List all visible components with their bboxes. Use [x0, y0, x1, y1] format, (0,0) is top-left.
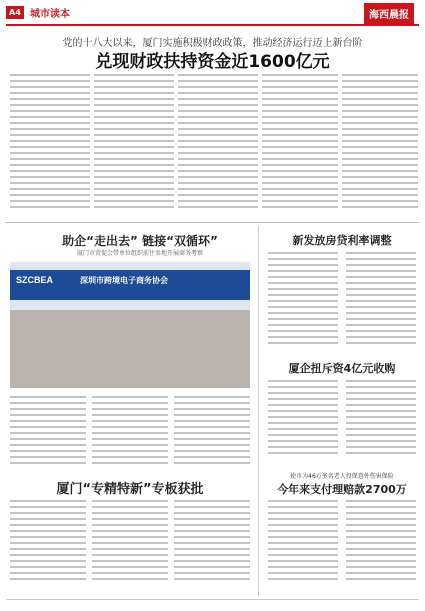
- story3-headline: 新发放房贷利率调整: [292, 234, 392, 247]
- article-column: [342, 74, 418, 216]
- article-column: [174, 396, 250, 470]
- page-footer: [6, 599, 419, 602]
- article-column: [346, 500, 416, 592]
- article-column: [178, 74, 258, 216]
- article-column: [268, 500, 338, 592]
- top-story-kicker: 党的十八大以来，厦门实施积极财政政策，推动经济运行迈上新台阶: [62, 38, 363, 49]
- article-column: [268, 380, 338, 464]
- column-divider: [258, 226, 259, 596]
- group-photo: [10, 310, 250, 388]
- story4-headline: 厦企扭斥资4亿元收购: [288, 362, 396, 375]
- header-rule: [6, 24, 419, 26]
- channel-name: 城市读本: [30, 9, 70, 20]
- banner-title: 深圳市跨境电子商务协会: [80, 276, 168, 285]
- article-column: [10, 74, 90, 216]
- newspaper-logo: 海西晨报: [364, 3, 414, 24]
- story5-headline: 今年来支付理赔款2700万: [277, 483, 407, 496]
- article-column: [94, 74, 174, 216]
- article-column: [92, 500, 168, 592]
- article-column: [346, 252, 416, 352]
- article-column: [10, 500, 86, 592]
- article-column: [92, 396, 168, 470]
- story2-headline: 助企“走出去” 链接“双循环”: [62, 234, 218, 248]
- story2-subhead: 厦门市贸促会带单位组织前往参地开展商务考察: [76, 250, 203, 257]
- story6-headline: 厦门“专精特新”专板获批: [56, 482, 204, 497]
- article-column: [262, 74, 338, 216]
- article-column: [268, 252, 338, 352]
- banner-brand: SZCBEA: [16, 275, 54, 285]
- article-column: [10, 396, 86, 470]
- section-divider: [6, 222, 419, 223]
- story5-kicker: 使市为46万多名老人投保意外伤害保险: [290, 473, 394, 480]
- page-header: [0, 0, 425, 26]
- page-number-badge: A4: [6, 6, 24, 19]
- event-banner: [10, 270, 250, 300]
- top-story-headline: 兑现财政扶持资金近1600亿元: [95, 52, 330, 72]
- news-photo: [10, 262, 250, 388]
- article-column: [174, 500, 250, 592]
- article-column: [346, 380, 416, 464]
